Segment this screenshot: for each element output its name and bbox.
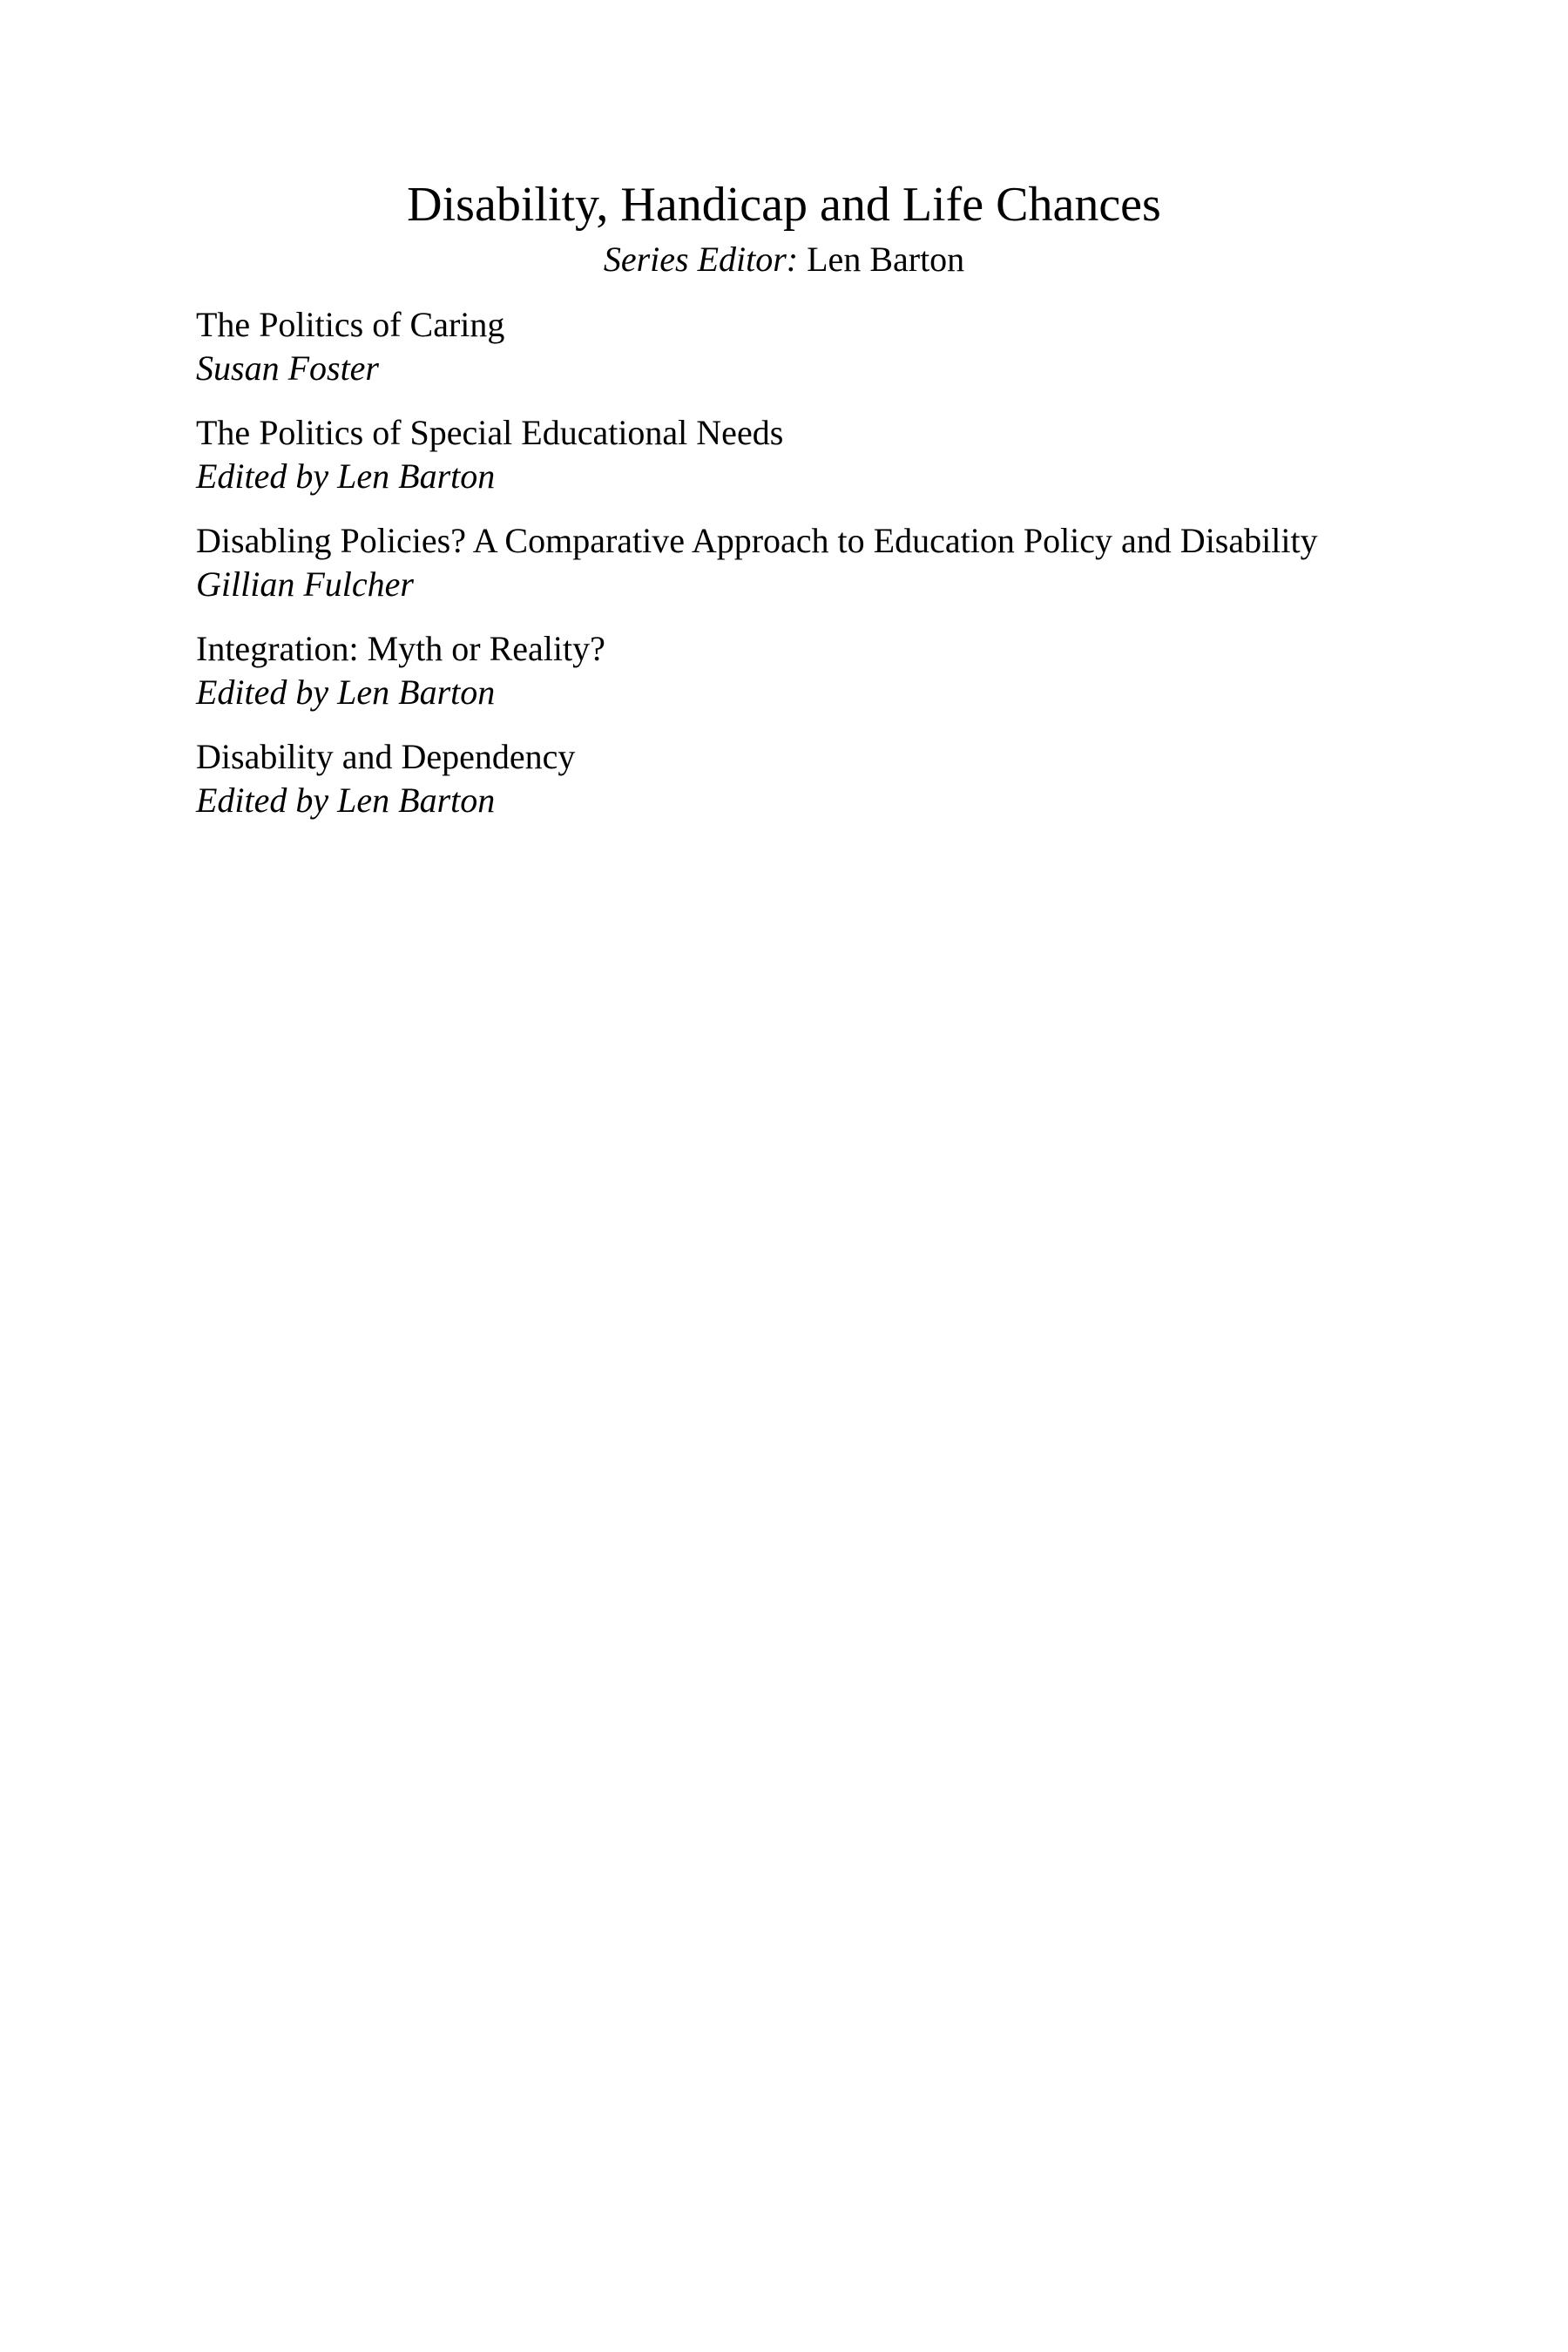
book-title: The Politics of Caring	[196, 305, 505, 344]
book-entry	[196, 735, 1503, 822]
book-title: Integration: Myth or Reality?	[196, 629, 605, 668]
series-editor	[0, 237, 1568, 282]
book-author: Edited by Len Barton	[196, 672, 496, 712]
series-editor-name: Len Barton	[807, 240, 965, 279]
book-author: Edited by Len Barton	[196, 456, 496, 496]
book-title: The Politics of Special Educational Needs	[196, 413, 784, 452]
book-entry	[196, 303, 1503, 390]
series-editor-label: Series Editor:	[603, 240, 799, 279]
book-title: Disability and Dependency	[196, 737, 576, 776]
book-author: Susan Foster	[196, 348, 379, 388]
book-title: Disabling Policies? A Comparative Approach to Education Policy and Disability	[196, 521, 1318, 560]
book-author: Gillian Fulcher	[196, 564, 414, 604]
book-list	[196, 303, 1503, 843]
book-entry	[196, 519, 1503, 606]
book-entry	[196, 411, 1503, 498]
book-author: Edited by Len Barton	[196, 781, 496, 820]
series-title: Disability, Handicap and Life Chances	[407, 178, 1161, 232]
book-entry	[196, 627, 1503, 714]
